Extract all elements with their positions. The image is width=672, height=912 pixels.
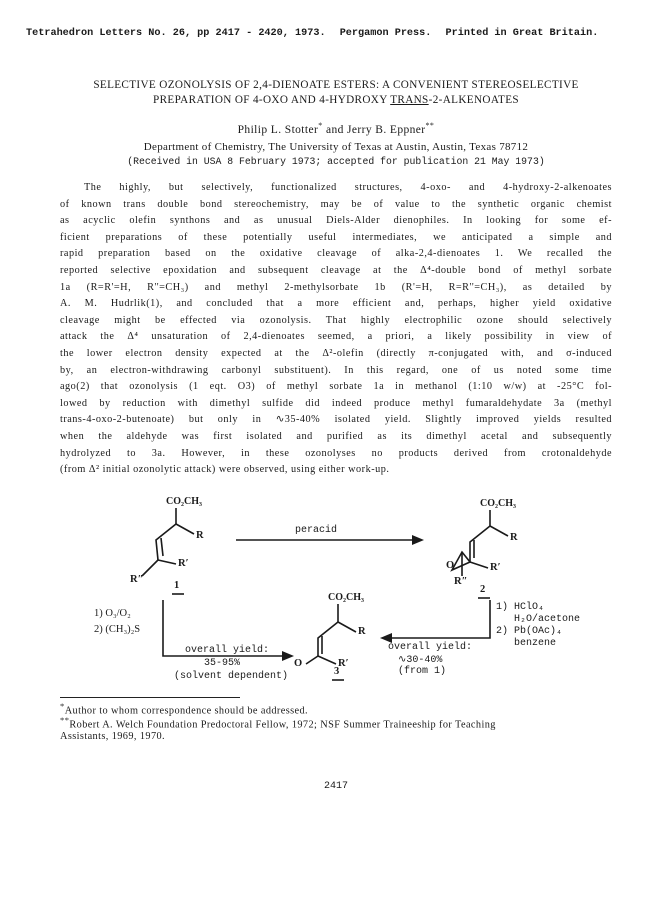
title-line-1: SELECTIVE OZONOLYSIS OF 2,4-DIENOATE ESTERS: A CONVENIENT STEREOSELECTIVE [93, 79, 579, 91]
body-line: lowed by reduction with dimethyl sulfide did indeed produce methyl fumaraldehydate 3a (methyl [60, 397, 612, 409]
left-cond-1: 1) O₃/O₂ [94, 608, 131, 619]
cmpd2-r: R [510, 532, 518, 543]
body-line: rapid preparation based on the oxidative cleavage of alka-2,4-dienoates 1. We recalled the [60, 248, 612, 260]
body-line: when the aldehyde was first isolated and purified as its dimethyl acetal and subsequently [60, 430, 612, 442]
affiliation: Department of Chemistry, The University of Texas at Austin, Austin, Texas 78712 [143, 141, 529, 153]
publisher: Pergamon Press. [339, 28, 432, 39]
peracid-arrow-head [412, 535, 424, 545]
right-arrow-line [392, 600, 490, 638]
body-paragraph [60, 180, 612, 479]
cmpd1-diene-2 [142, 560, 158, 576]
cmpd3-chain [318, 622, 338, 656]
cmpd1-r: R [196, 530, 204, 541]
cmpd3-co2ch3: CO₂CH₃ [328, 592, 364, 603]
cmpd2-co2ch3: CO₂CH₃ [480, 498, 516, 509]
cmpd3-ester-chain [338, 604, 356, 632]
cmpd2-chain [470, 526, 490, 562]
journal-header [26, 28, 646, 39]
received-dates: (Received in USA 8 February 1973; accepted for publication 21 May 1973) [127, 156, 545, 167]
cmpd2-r-prime: R′ [490, 562, 501, 573]
footnote-1-mark: * [60, 701, 65, 711]
cmpd2-o: O [446, 560, 455, 571]
right-cond-4: benzene [514, 638, 557, 649]
cmpd2-ester-chain [490, 510, 508, 536]
reaction-scheme [0, 488, 672, 698]
body-line: ficient preparations of these potentially useful intermediates, we anticipated a simple and [60, 231, 612, 243]
cmpd1-r-prime: R′ [178, 558, 189, 569]
left-arrow-head [282, 651, 294, 661]
author-2: Jerry B. Eppner [347, 123, 426, 136]
title-line-2-pre: PREPARATION OF 4-OXO AND 4-HYDROXY [153, 94, 391, 106]
cmpd1-ester-chain [176, 508, 194, 534]
body-line: 1a (R=R'=H, R''=CH₃) and methyl 2-methylsorbate 1b (R'=H, R=R''=CH₃), as detailed by [60, 281, 612, 293]
left-yield-1: overall yield: [185, 645, 270, 656]
cmpd3-o: O [294, 658, 303, 669]
author-2-mark: ** [425, 121, 435, 130]
cmpd3-r: R [358, 626, 366, 637]
left-yield-2: 35-95% [204, 658, 241, 669]
title-line-2 [40, 93, 632, 108]
body-line: (from Δ² initial ozonolytic attack) were observed, using either work-up. [60, 464, 390, 476]
body-line: attack the Δ⁴ unsaturation of 2,4-dienoates seemed, a priori, a likely possibility in view of [60, 331, 612, 343]
author-line [0, 121, 672, 136]
body-line: reported selective epoxidation and subsequent cleavage at the Δ⁴-double bond of methyl sorbate [60, 264, 612, 276]
printed-in: Printed in Great Britain. [445, 28, 599, 39]
cmpd2-r-dprime: R″ [454, 576, 468, 587]
cmpd1-diene-1 [156, 524, 176, 560]
footnote-2-text-1: Robert A. Welch Foundation Predoctoral Fellow, 1972; NSF Summer Traineeship for Teaching [69, 719, 496, 731]
right-cond-2: H₂O/acetone [514, 614, 581, 625]
cmpd1-co2ch3: CO₂CH₃ [166, 496, 202, 507]
compound-3-label: 3 [334, 666, 340, 677]
left-yield-3: (solvent dependent) [174, 671, 289, 682]
title-line-2-trans: TRANS [390, 94, 429, 106]
compound-2-label: 2 [480, 584, 486, 595]
cmpd2-epoxide [452, 552, 470, 570]
cmpd3-carbonyl [306, 656, 318, 664]
body-line: as acyclic olefin synthons and as unusual Diels-Alder dienophiles. In looking for some ef- [60, 215, 612, 227]
right-yield-2: ∿30-40% [398, 655, 443, 666]
journal-citation: Tetrahedron Letters No. 26, pp 2417 - 2420, 1973. [26, 28, 326, 39]
peracid-label: peracid [295, 525, 338, 536]
footnote-2-text-2: Assistants, 1969, 1970. [60, 731, 166, 743]
footnote-1-text: Author to whom correspondence should be addressed. [64, 705, 309, 717]
author-and: and [325, 123, 344, 136]
compound-1-label: 1 [174, 580, 180, 591]
footnote-rule [60, 697, 240, 698]
page-number: 2417 [323, 781, 348, 792]
body-line: of known trans double bond stereochemistry, may be of value to the synthetic organic chemist [60, 198, 612, 210]
body-line: trans-4-oxo-2-butenoate) but only in ∿35-40% isolated yield. Slightly improved yields resulted [60, 414, 612, 426]
right-yield-3: (from 1) [398, 666, 447, 677]
footnote-2-mark: ** [60, 715, 70, 725]
right-cond-1: 1) HClO₄ [496, 602, 545, 613]
body-line: hydrolyzed to 3a. However, in these ozonolyses no products derived from crotonaldehyde [60, 447, 612, 459]
body-line: ago(2) that ozonolysis (1 eqt. O3) of methyl sorbate 1a in methanol (1:10 w/w) at -25°C fol- [60, 381, 612, 393]
body-line: by, an electron-withdrawing carbonyl substituent). In this regard, one of us noted some time [60, 364, 612, 376]
right-cond-3: 2) Pb(OAc)₄ [496, 626, 563, 637]
footnote-2 [60, 714, 620, 743]
body-line: the lower electron density expected at the Δ²-olefin (directly π-conjugated with, and σ-induced [60, 347, 612, 359]
body-line: A. M. Hudrlik(1), and concluded that a more efficient and, perhaps, higher yield oxidative [60, 298, 612, 310]
body-line: cleavage might be effected via ozonolysis. That highly electrophilic ozone should selectively [60, 314, 612, 326]
author-1-mark: * [318, 121, 323, 130]
cmpd3-r-prime: R′ [338, 658, 349, 669]
left-cond-2: 2) (CH₃)₂S [94, 624, 141, 635]
right-yield-1: overall yield: [388, 642, 473, 653]
author-1: Philip L. Stotter [237, 123, 319, 136]
cmpd1-r-dprime: R″ [130, 574, 144, 585]
article-title [40, 78, 632, 108]
title-line-2-post: -2-ALKENOATES [428, 94, 519, 106]
body-line: The highly, but selectively, functionalized structures, 4-oxo- and 4-hydroxy-2-alkenoates [84, 182, 612, 193]
